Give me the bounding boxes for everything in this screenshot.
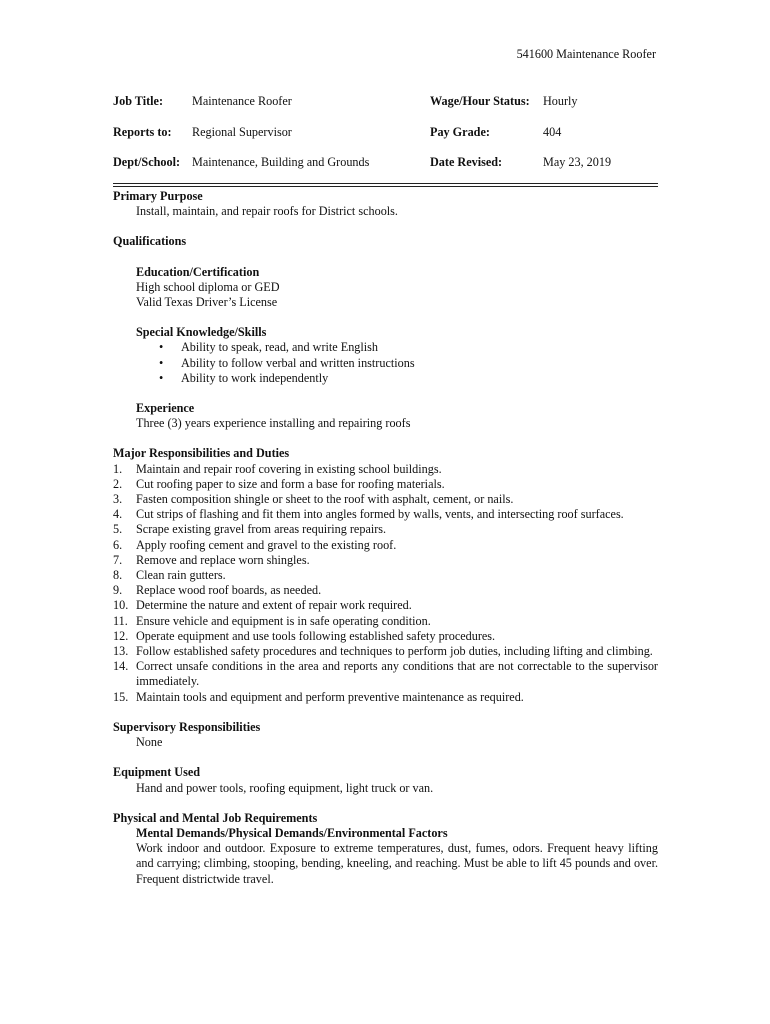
duty-text: Remove and replace worn shingles. <box>136 552 310 567</box>
experience-heading: Experience <box>136 401 195 416</box>
divider-top <box>113 183 658 184</box>
equipment-heading: Equipment Used <box>113 765 201 780</box>
duty-text: Determine the nature and extent of repair work required. <box>136 598 412 613</box>
wage-status-label: Wage/Hour Status: <box>430 94 530 108</box>
equipment-text: Hand and power tools, roofing equipment, light truck or van. <box>136 780 434 795</box>
physical-text: Work indoor and outdoor. Exposure to extreme temperatures, dust, fumes, odors. Frequent heavy lifting and carrying; climbing, stooping, bending, kneeling, and reaching. Must be able to lift 45 pounds and over. Frequent districtwide travel. <box>136 841 658 886</box>
duty-text: Follow established safety procedures and techniques to perform job duties, including lifting and climbing. <box>136 644 653 659</box>
physical-subheading: Mental Demands/Physical Demands/Environmental Factors <box>136 825 448 840</box>
duty-item <box>113 598 658 613</box>
info-row-reports-to <box>113 125 658 156</box>
skills-list <box>113 340 658 386</box>
supervisory-heading: Supervisory Responsibilities <box>113 719 261 734</box>
duty-text: Clean rain gutters. <box>136 568 226 583</box>
job-info-block <box>113 94 658 186</box>
duties-heading: Major Responsibilities and Duties <box>113 446 290 461</box>
duty-text: Cut roofing paper to size and form a base for roofing materials. <box>136 476 445 491</box>
duty-text: Maintain tools and equipment and perform preventive maintenance as required. <box>136 689 524 704</box>
document-body <box>113 189 658 887</box>
info-row-dept <box>113 155 658 186</box>
duty-item <box>113 538 658 553</box>
duty-item <box>113 614 658 629</box>
date-revised-value: May 23, 2019 <box>543 155 612 169</box>
dept-value: Maintenance, Building and Grounds <box>192 155 370 169</box>
duty-item <box>113 507 658 522</box>
reports-to-label: Reports to: <box>113 124 172 139</box>
reports-to-value: Regional Supervisor <box>192 124 292 139</box>
duty-item <box>113 690 658 705</box>
duty-item <box>113 568 658 583</box>
skill-item: • Ability to follow verbal and written instructions <box>136 356 658 371</box>
duty-item <box>113 629 658 644</box>
skill-item: • Ability to work independently <box>136 371 658 386</box>
duty-number: 5. <box>113 522 123 537</box>
duty-number: 9. <box>113 583 123 598</box>
duty-number: 3. <box>113 492 123 507</box>
duty-number: 6. <box>113 537 123 552</box>
duty-item <box>113 659 658 689</box>
duty-text: Correct unsafe conditions in the area and reports any conditions that are not correctable to the supervisor immediately. <box>136 659 658 689</box>
wage-status-value: Hourly <box>543 94 578 108</box>
duty-text: Fasten composition shingle or sheet to the roof with asphalt, cement, or nails. <box>136 492 514 507</box>
education-item: High school diploma or GED <box>136 279 280 294</box>
date-revised-label: Date Revised: <box>430 155 503 169</box>
duty-number: 15. <box>113 689 129 704</box>
job-title-label: Job Title: <box>113 94 163 108</box>
duty-text: Apply roofing cement and gravel to the existing roof. <box>136 537 397 552</box>
duty-text: Replace wood roof boards, as needed. <box>136 583 322 598</box>
info-row-job-title <box>113 94 658 125</box>
duty-item <box>113 522 658 537</box>
duty-text: Cut strips of flashing and fit them into angles formed by walls, vents, and intersecting roof surfaces. <box>136 507 624 522</box>
duty-number: 10. <box>113 598 129 613</box>
duty-item <box>113 644 658 659</box>
primary-purpose-text: Install, maintain, and repair roofs for District schools. <box>136 204 398 219</box>
duty-item <box>113 462 658 477</box>
duty-text: Scrape existing gravel from areas requiring repairs. <box>136 522 387 537</box>
skill-item: • Ability to speak, read, and write English <box>136 340 658 355</box>
pay-grade-value: 404 <box>543 124 562 139</box>
duty-number: 14. <box>113 659 129 674</box>
skills-heading: Special Knowledge/Skills <box>136 325 267 340</box>
duty-item <box>113 477 658 492</box>
job-title-value: Maintenance Roofer <box>192 94 292 108</box>
education-item: Valid Texas Driver’s License <box>136 295 278 310</box>
duty-number: 4. <box>113 507 123 522</box>
primary-purpose-heading: Primary Purpose <box>113 189 203 203</box>
duty-item <box>113 492 658 507</box>
duty-item <box>113 553 658 568</box>
duty-text: Ensure vehicle and equipment is in safe operating condition. <box>136 613 431 628</box>
duty-number: 12. <box>113 628 129 643</box>
dept-label: Dept/School: <box>113 155 181 169</box>
duty-text: Operate equipment and use tools following established safety procedures. <box>136 628 496 643</box>
qualifications-heading: Qualifications <box>113 234 187 249</box>
duty-item <box>113 583 658 598</box>
duty-text: Maintain and repair roof covering in existing school buildings. <box>136 461 442 476</box>
duties-list <box>113 462 658 705</box>
education-heading: Education/Certification <box>136 264 260 279</box>
experience-text: Three (3) years experience installing and repairing roofs <box>136 416 411 431</box>
divider-bottom <box>113 186 658 187</box>
duty-number: 13. <box>113 644 129 659</box>
duty-number: 8. <box>113 568 123 583</box>
duty-number: 7. <box>113 552 123 567</box>
duty-number: 11. <box>113 613 128 628</box>
document-code-title: 541600 Maintenance Roofer <box>516 47 656 61</box>
physical-heading: Physical and Mental Job Requirements <box>113 810 318 825</box>
duty-number: 2. <box>113 476 123 491</box>
pay-grade-label: Pay Grade: <box>430 124 490 139</box>
duty-number: 1. <box>113 461 123 476</box>
supervisory-text: None <box>136 735 163 750</box>
